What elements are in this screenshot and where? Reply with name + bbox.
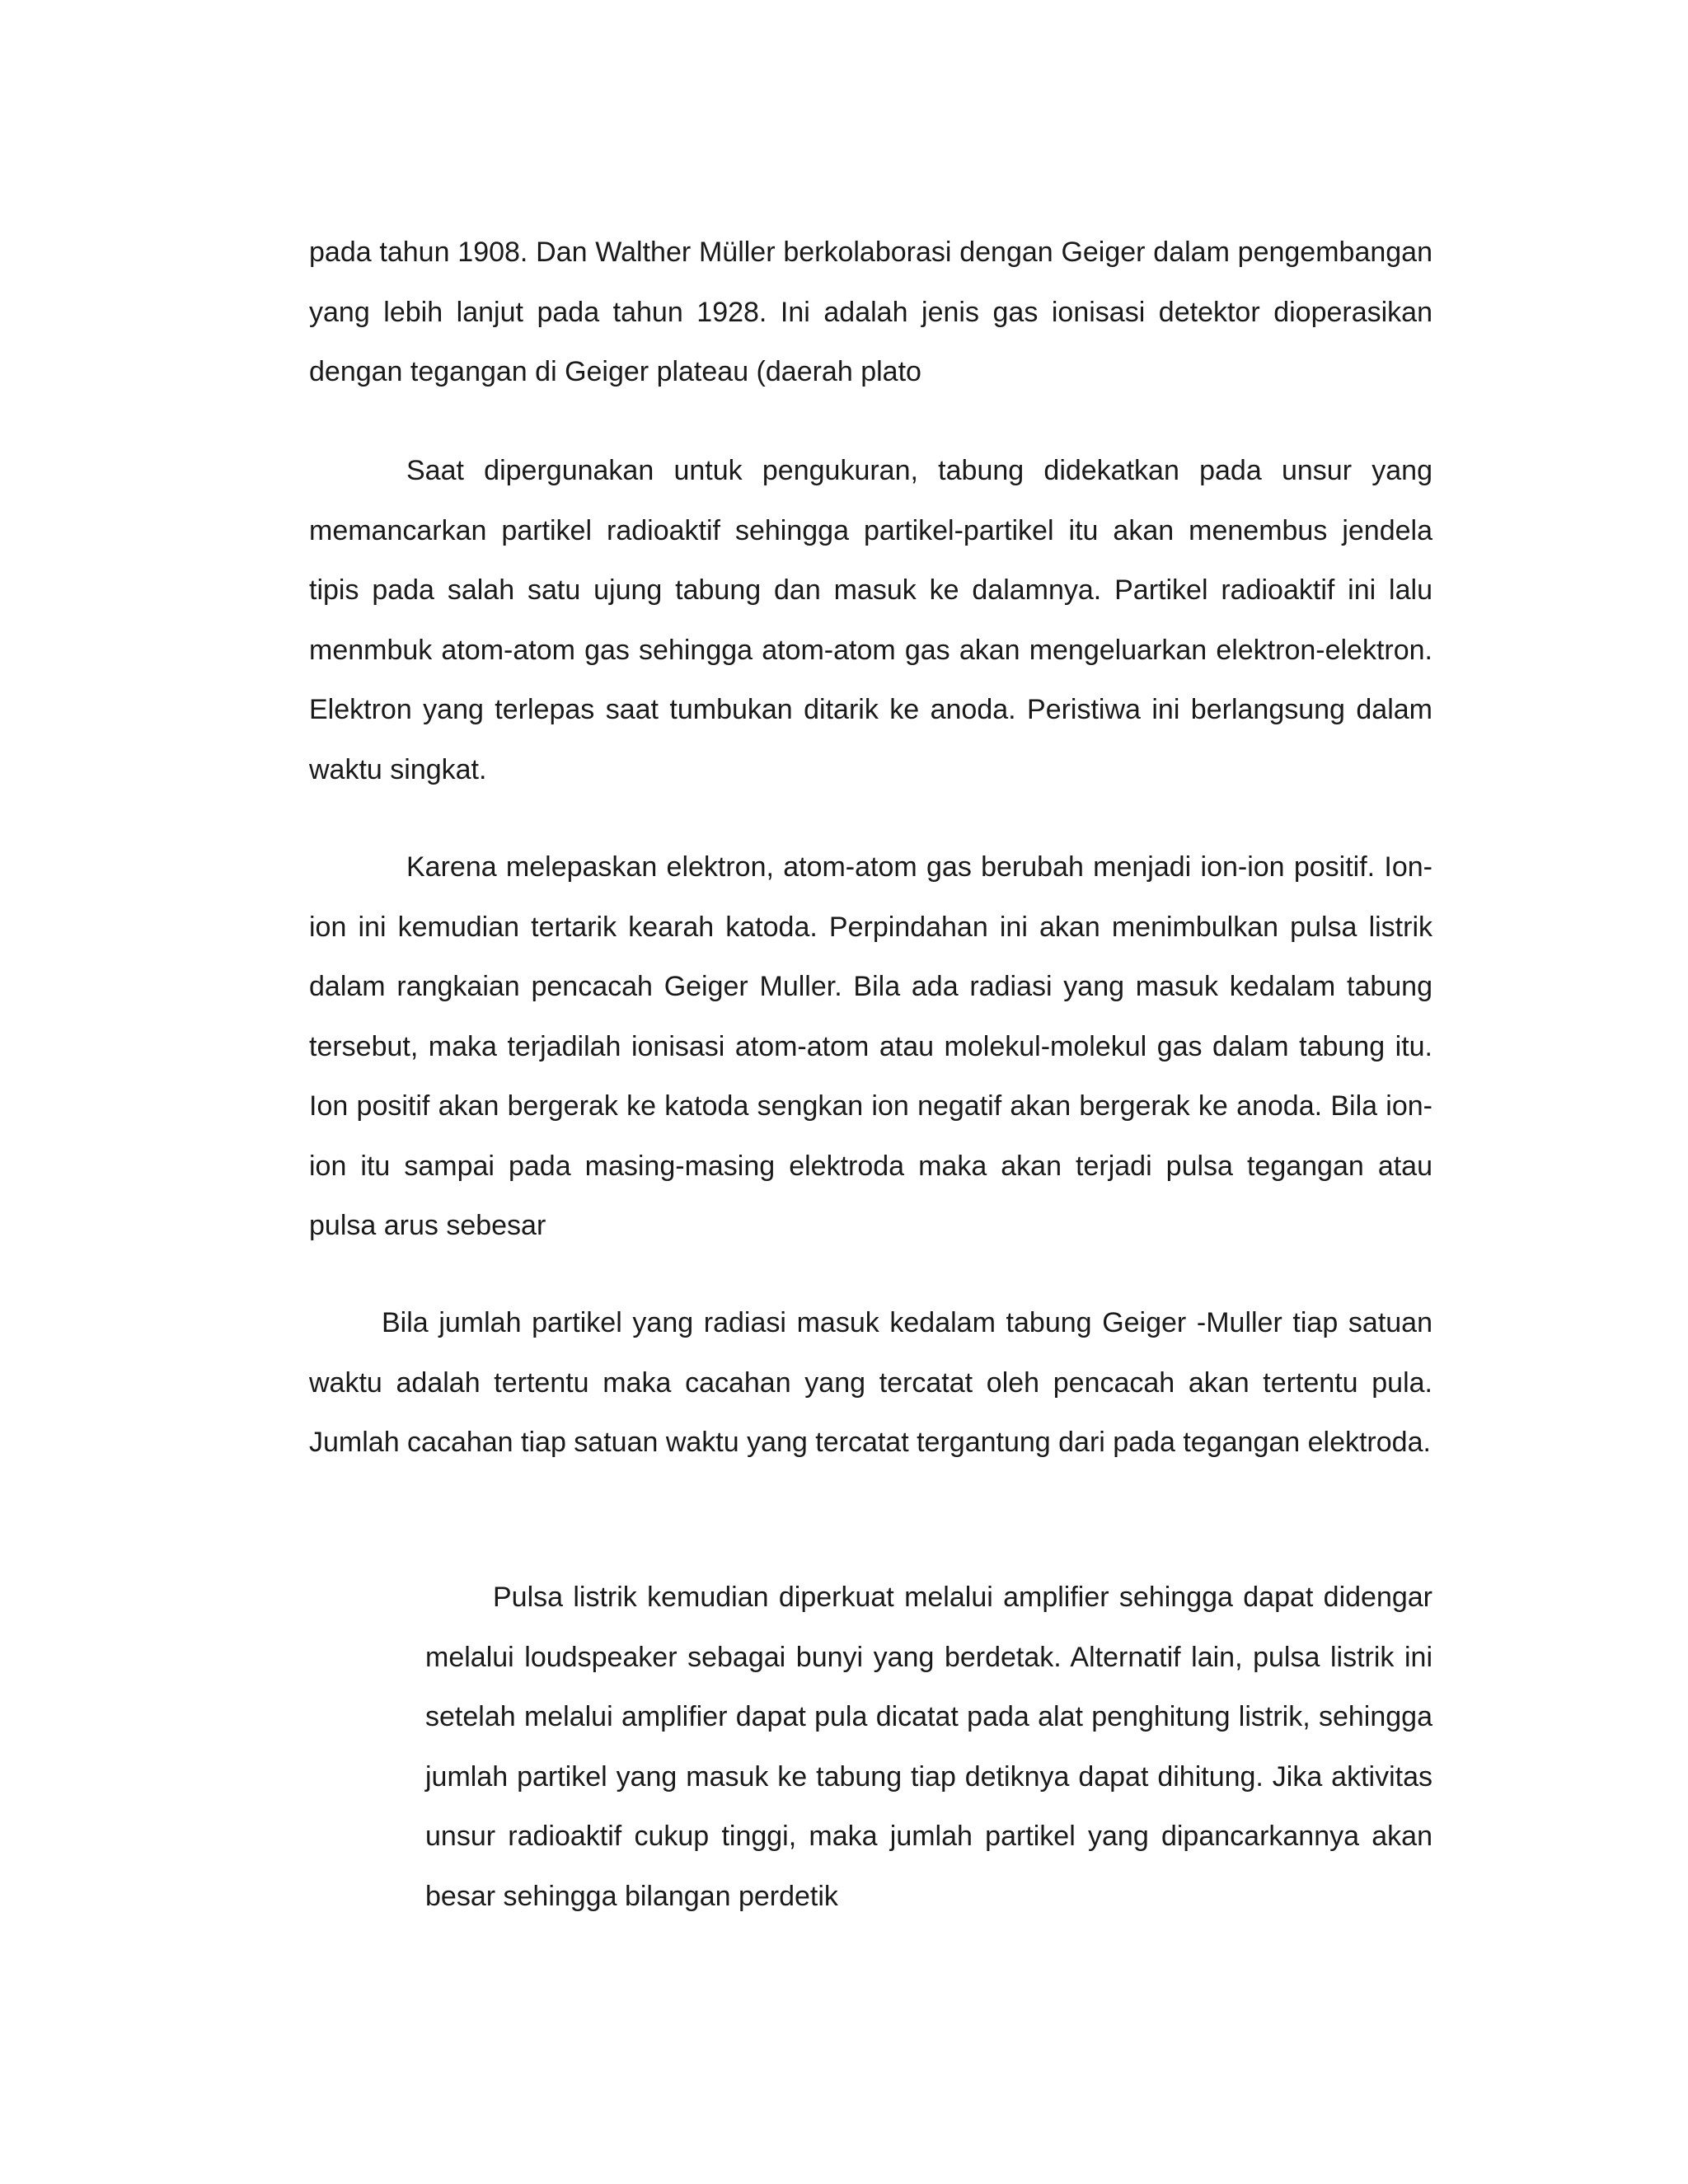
paragraph-ionization-pulse: Karena melepaskan elektron, atom-atom gas berubah menjadi ion-ion positif. Ion-ion ini kemudian tertarik kearah katoda. Perpindahan ini akan menimbulkan pulsa listrik dalam rangkaian pencacah Geiger Muller. Bila ada radiasi yang masuk kedalam tabung tersebut, maka terjadilah ionisasi atom-atom atau molekul-molekul gas dalam tabung itu. Ion positif akan bergerak ke katoda sengkan ion negatif akan bergerak ke anoda. Bila ion-ion itu sampai pada masing-masing elektroda maka akan terjadi pulsa tegangan atau pulsa arus sebesar	[309, 851, 1432, 1241]
paragraph-geiger-history: pada tahun 1908. Dan Walther Müller berkolaborasi dengan Geiger dalam pengembangan yang lebih lanjut pada tahun 1928. Ini adalah jenis gas ionisasi detektor dioperasikan dengan tegangan di Geiger plateau (daerah plato	[309, 237, 1432, 387]
paragraph-amplifier: Pulsa listrik kemudian diperkuat melalui amplifier sehingga dapat didengar melalui loudspeaker sebagai bunyi yang berdetak. Alternatif lain, pulsa listrik ini setelah melalui amplifier dapat pula dicatat pada alat penghitung listrik, sehingga jumlah partikel yang masuk ke tabung tiap detiknya dapat dihitung. Jika aktivitas unsur radioaktif cukup tinggi, maka jumlah partikel yang dipancarkannya akan besar sehingga bilangan perdetik	[425, 1582, 1432, 1912]
paragraph-count-rate: Bila jumlah partikel yang radiasi masuk kedalam tabung Geiger -Muller tiap satuan waktu adalah tertentu maka cacahan yang tercatat oleh pencacah akan tertentu pula. Jumlah cacahan tiap satuan waktu yang tercatat tergantung dari pada tegangan elektroda.	[309, 1307, 1432, 1458]
paragraph-measurement-process: Saat dipergunakan untuk pengukuran, tabung didekatkan pada unsur yang memancarkan partikel radioaktif sehingga partikel-partikel itu akan menembus jendela tipis pada salah satu ujung tabung dan masuk ke dalamnya. Partikel radioaktif ini lalu menmbuk atom-atom gas sehingga atom-atom gas akan mengeluarkan elektron-elektron. Elektron yang terlepas saat tumbukan ditarik ke anoda. Peristiwa ini berlangsung dalam waktu singkat.	[309, 455, 1432, 785]
